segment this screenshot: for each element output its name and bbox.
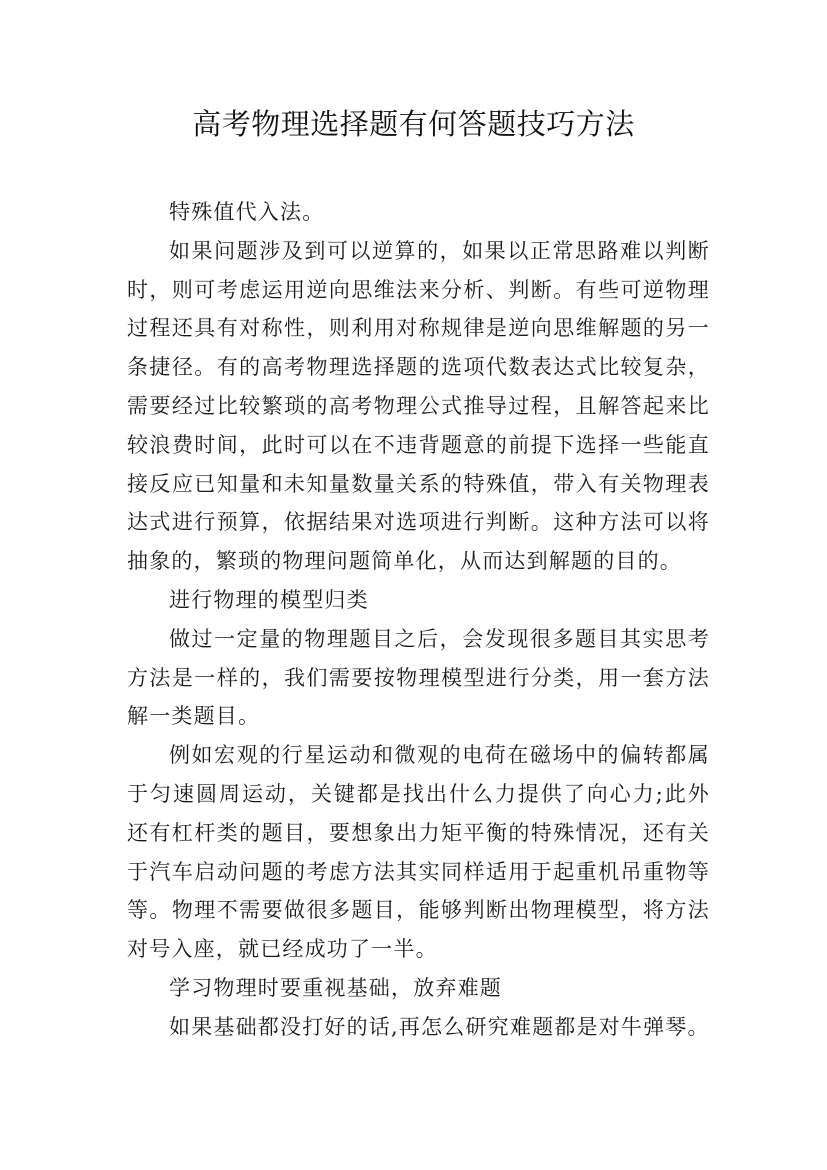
document-body (127, 193, 710, 1047)
paragraph-basics-heading: 学习物理时要重视基础，放弃难题 (169, 975, 502, 1000)
paragraph-model-example: 例如宏观的行星运动和微观的电荷在磁场中的偏转都属于匀速圆周运动，关键都是找出什么力提供了向心力;此外还有杠杆类的题目，要想象出力矩平衡的特殊情况，还有关于汽车启动问题的考虑方法其实同样适用于起重机吊重物等等。物理不需要做很多题目，能够判断出物理模型，将方法对号入座，就已经成功了一半。 (127, 743, 710, 962)
paragraph-basics-body: 如果基础都没打好的话,再怎么研究难题都是对牛弹琴。 (169, 1014, 710, 1039)
document-title: 高考物理选择题有何答题技巧方法 (192, 107, 635, 141)
paragraph-model-body: 做过一定量的物理题目之后，会发现很多题目其实思考方法是一样的，我们需要按物理模型进行分类，用一套方法解一类题目。 (127, 626, 710, 729)
paragraph-special-value-body: 如果问题涉及到可以逆算的，如果以正常思路难以判断时，则可考虑运用逆向思维法来分析、判断。有些可逆物理过程还具有对称性，则利用对称规律是逆向思维解题的另一条捷径。有的高考物理选择题的选项代数表达式比较复杂，需要经过比较繁琐的高考物理公式推导过程，且解答起来比较浪费时间，此时可以在不违背题意的前提下选择一些能直接反应已知量和未知量数量关系的特殊值，带入有关物理表达式进行预算，依据结果对选项进行判断。这种方法可以将抽象的，繁琐的物理问题简单化，从而达到解题的目的。 (127, 238, 710, 574)
paragraph-model-heading: 进行物理的模型归类 (169, 587, 369, 612)
paragraph-special-value-heading: 特殊值代入法。 (169, 200, 325, 224)
